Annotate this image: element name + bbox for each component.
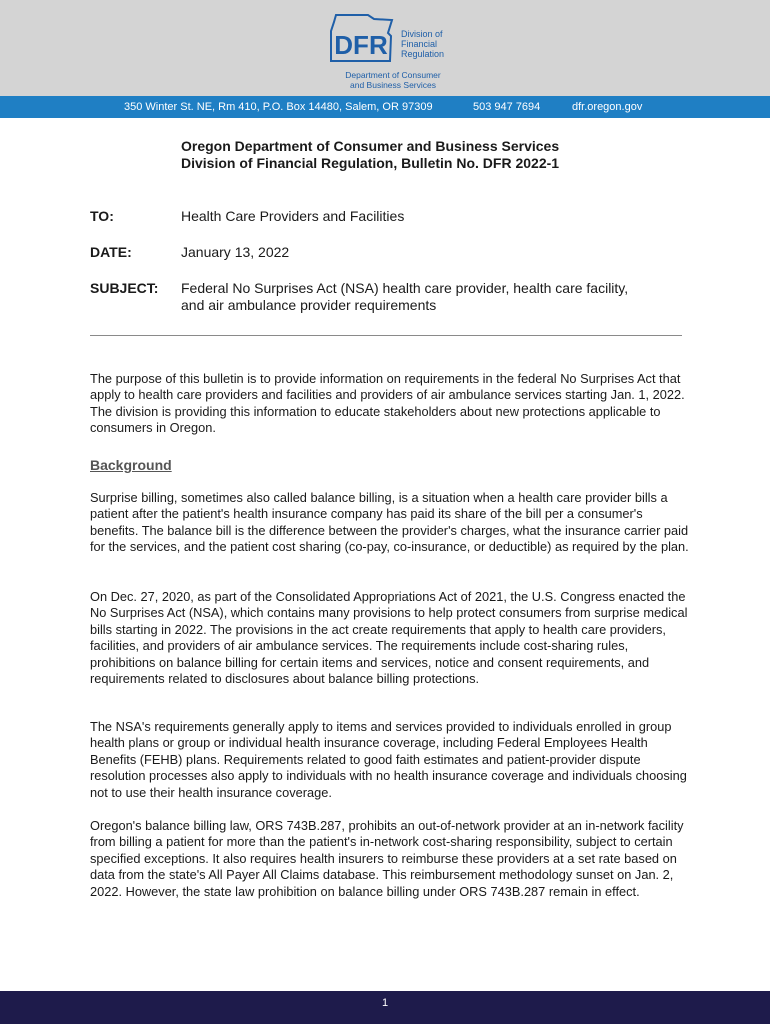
body-paragraph-4: Oregon's balance billing law, ORS 743B.287, prohibits an out-of-network provider at an in-network facility from billing a patient for more than the patient's in-network cost-sharing responsibility, subject to certain specified exceptions. It also requires health insurers to reimburse these providers at a set rate based on data from the state's All Payer All Claims database. This reimbursement methodology sunset on Jan. 2, 2022. However, the state law prohibition on balance billing under ORS 743B.287 remain in effect. [90,818,684,899]
background-heading: Background [90,457,172,473]
body-paragraph-1: Surprise billing, sometimes also called balance billing, is a situation when a health care provider bills a patient after the patient's health insurance company has paid its share of the bill per a consumer's benefits. The balance bill is the difference between the provider's charges, what the insurance carrier paid for the services, and the patient cost sharing (co-pay, co-insurance, or deductible) as required by the plan. [90,490,689,555]
body-paragraph-3: The NSA's requirements generally apply to items and services provided to individuals enrolled in group health plans or group or individual health insurance coverage, including Federal Employees Health Benefits (FEHB) plans. Requirements related to good faith estimates and patient-provider dispute resolution processes also apply to individuals with no health insurance coverage and individuals choosing not to use their health insurance coverage. [90,719,687,800]
subject-line-2: and air ambulance provider requirements [181,297,437,313]
divider [90,335,682,336]
mailing-address: 350 Winter St. NE, Rm 410, P.O. Box 14480, Salem, OR 97309 [124,101,433,113]
intro-paragraph: The purpose of this bulletin is to provide information on requirements in the federal No Surprises Act that apply to health care providers and facilities and providers of air ambulance services starting Jan. 1, 2022. The division is providing this information to educate stakeholders about new protections applicable to consumers in Oregon. [90,371,685,436]
date-value: January 13, 2022 [181,244,290,260]
letterhead [0,0,770,96]
to-value: Health Care Providers and Facilities [181,208,405,224]
website-link[interactable]: dfr.oregon.gov [572,101,643,113]
body-paragraph-2: On Dec. 27, 2020, as part of the Consolidated Appropriations Act of 2021, the U.S. Congress enacted the No Surprises Act (NSA), which contains many provisions to help protect consumers from surprise medical bills starting in 2022. The provisions in the act create requirements that apply to health care providers, facilities, and providers of air ambulance services. The requirements include cost-sharing rules, prohibitions on balance billing for certain items and services, notice and consent requirements, and requirements related to disclosures about balance billing protections. [90,589,688,687]
logo-acronym: DFR [334,30,388,60]
logo-division-line: Financial [401,39,438,49]
bulletin-title-line-2: Division of Financial Regulation, Bulletin No. DFR 2022-1 [181,155,560,171]
logo-division-name [401,29,461,59]
to-label: TO: [90,208,114,224]
logo-division-line: Regulation [401,49,445,59]
logo-department-line: Department of Consumer [345,70,441,80]
oregon-state-outline-logo [328,12,396,64]
bulletin-title [181,138,701,172]
logo-department-line: and Business Services [350,80,436,90]
page-number: 1 [381,997,389,1009]
contact-bar [0,96,770,118]
subject-label: SUBJECT: [90,280,159,296]
dfr-logo [328,12,448,92]
logo-department-name [328,70,458,90]
bulletin-title-line-1: Oregon Department of Consumer and Business Services [181,138,560,154]
subject-value [181,280,681,314]
subject-line-1: Federal No Surprises Act (NSA) health care provider, health care facility, [181,280,629,296]
logo-division-line: Division of [401,29,443,39]
phone-number: 503 947 7694 [473,101,541,113]
date-label: DATE: [90,244,132,260]
